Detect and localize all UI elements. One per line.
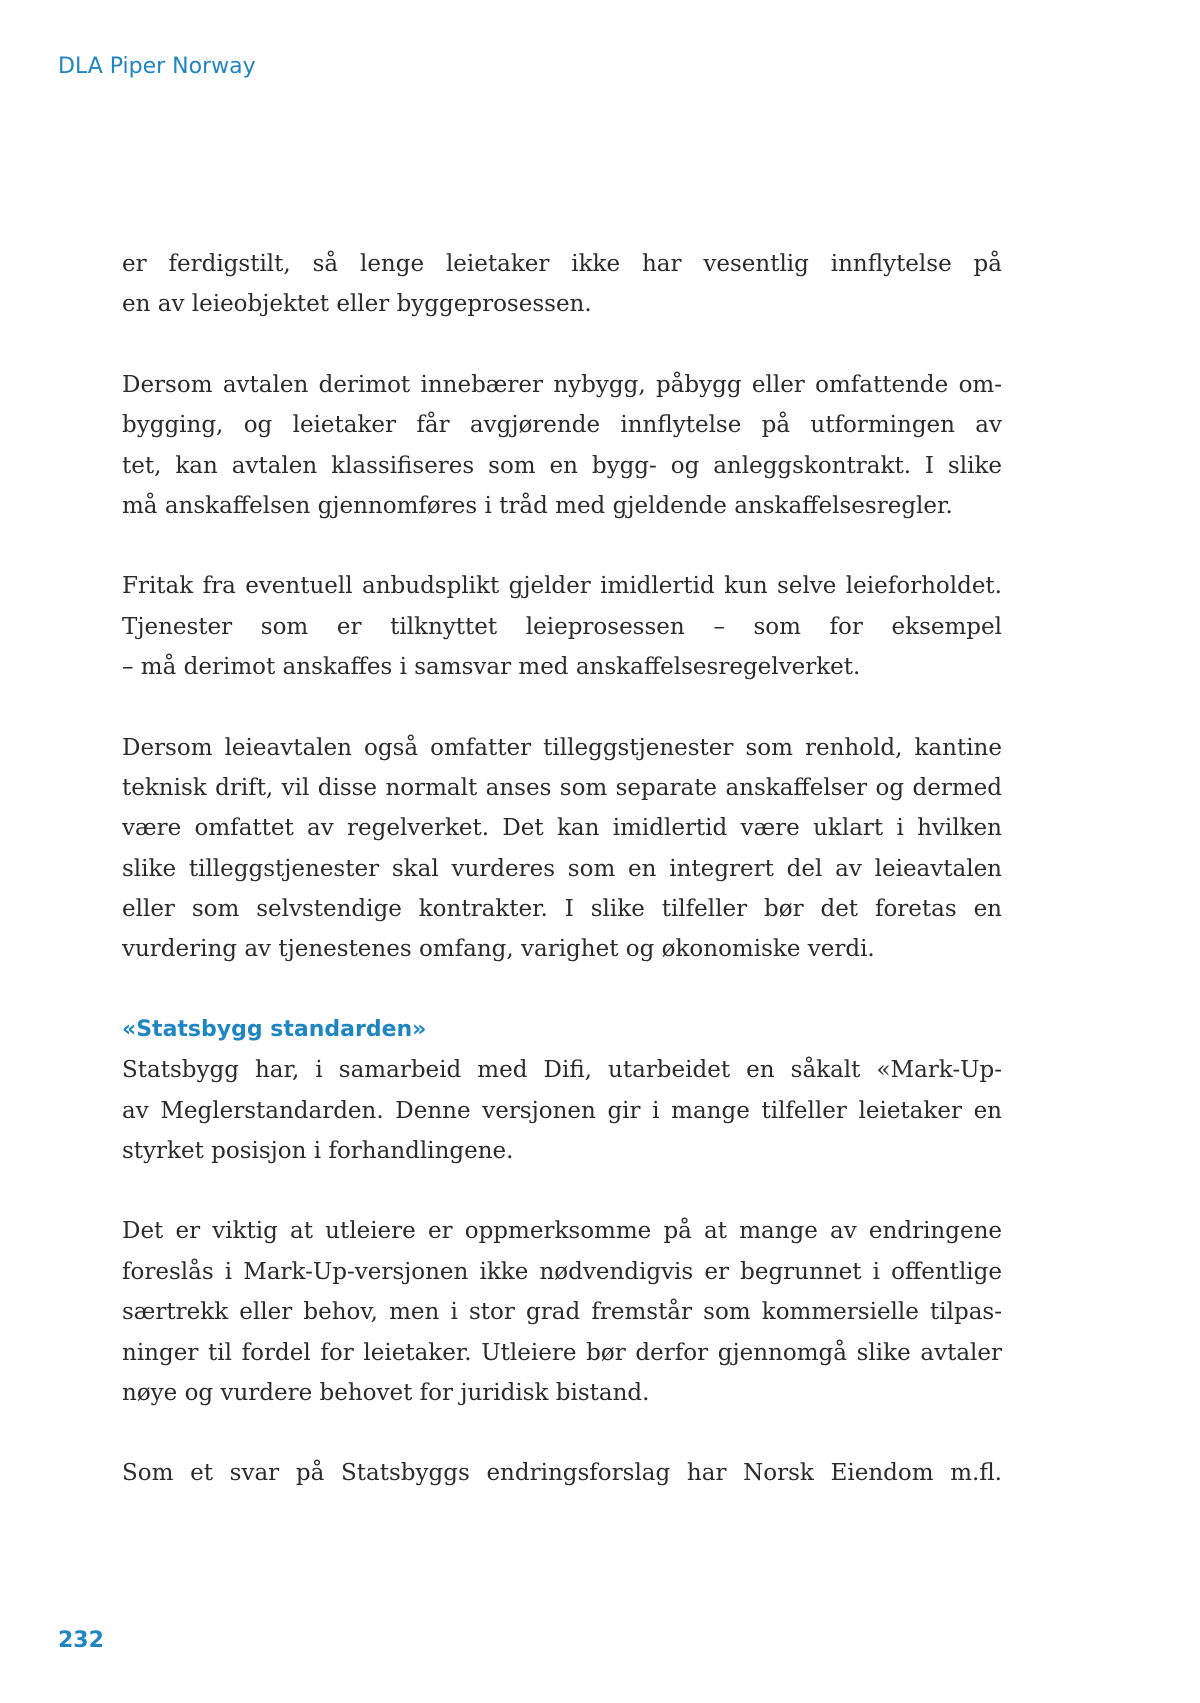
paragraph-7 [122,1453,1002,1493]
paragraph-4 [122,728,1002,970]
text-line: ninger til fordel for leietaker. Utleiere bør derfor gjennomgå slike avtaler [122,1339,1002,1366]
text-line: må anskaffelsen gjennomføres i tråd med gjeldende anskaffelsesregler. [122,492,953,519]
text-line: vurdering av tjenestenes omfang, varighet og økonomiske verdi. [122,936,875,963]
text-line: styrket posisjon i forhandlingene. [122,1138,514,1165]
text-line: slike tilleggstjenester skal vurderes som en integrert del av leieavtalen [122,855,1002,882]
text-line: nøye og vurdere behovet for juridisk bistand. [122,1380,650,1406]
text-line: av Meglerstandarden. Denne versjonen gir i mange tilfeller leietaker en [122,1097,1002,1124]
section-heading: «Statsbygg standarden» [122,1016,427,1042]
text-line: Tjenester som er tilknyttet leieprosessen – som for eksempel [122,613,1002,640]
text-line: – må derimot anskaffes i samsvar med anskaffelsesregelverket. [122,654,861,681]
text-line: bygging, og leietaker får avgjørende innflytelse på utformingen av [122,412,1002,439]
text-line: være omfattet av regelverket. Det kan imidlertid være uklart i hvilken [122,815,1002,842]
text-line: en av leieobjektet eller byggeprosessen. [122,291,592,318]
paragraph-3 [122,566,1002,687]
paragraph-2 [122,365,1002,527]
text-line: Dersom avtalen derimot innebærer nybygg, påbygg eller omfattende om- [122,371,1002,398]
paragraph-1 [122,244,1002,325]
running-header: DLA Piper Norway [58,54,256,79]
text-line: Dersom leieavtalen også omfatter tilleggstjenester som renhold, kantine [122,734,1002,761]
text-line: teknisk drift, vil disse normalt anses som separate anskaffelser og dermed [122,774,1002,801]
paragraph-5 [122,1050,1002,1171]
paragraph-6 [122,1211,1002,1413]
text-line: Fritak fra eventuell anbudsplikt gjelder imidlertid kun selve leieforholdet. [122,573,1002,600]
text-line: Statsbygg har, i samarbeid med Difi, utarbeidet en såkalt «Mark-Up- [122,1057,1002,1084]
text-line: Som et svar på Statsbyggs endringsforslag har Norsk Eiendom m.fl. [122,1460,1002,1487]
text-line: Det er viktig at utleiere er oppmerksomme på at mange av endringene [122,1218,1002,1245]
text-line: eller som selvstendige kontrakter. I slike tilfeller bør det foretas en [122,896,1002,923]
text-line: tet, kan avtalen klassifiseres som en bygg- og anleggskontrakt. I slike [122,452,1002,479]
page-number: 232 [58,1628,104,1653]
body-text [122,244,1002,1494]
text-line: foreslås i Mark-Up-versjonen ikke nødvendigvis er begrunnet i offentlige [122,1258,1002,1285]
text-line: særtrekk eller behov, men i stor grad fremstår som kommersielle tilpas- [122,1299,1002,1326]
text-line: er ferdigstilt, så lenge leietaker ikke har vesentlig innflytelse på [122,251,1002,277]
